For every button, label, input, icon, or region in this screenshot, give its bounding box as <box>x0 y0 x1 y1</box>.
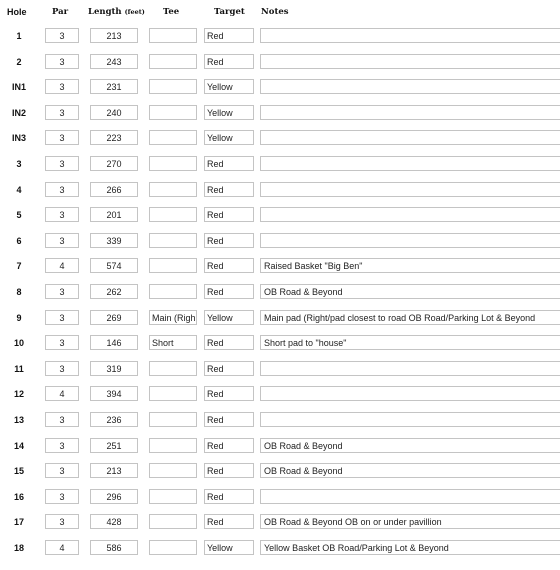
notes-field[interactable] <box>260 386 560 401</box>
target-field[interactable]: Yellow <box>204 310 254 325</box>
notes-field[interactable] <box>260 207 560 222</box>
table-row <box>0 54 560 80</box>
hole-label: 13 <box>13 415 24 425</box>
header-length-label: Length <box>88 7 122 17</box>
tee-field[interactable] <box>149 412 197 427</box>
notes-field[interactable] <box>260 105 560 120</box>
par-field[interactable]: 3 <box>45 489 79 504</box>
hole-label: 10 <box>13 338 24 349</box>
target-field[interactable]: Red <box>204 233 254 248</box>
notes-field[interactable]: Raised Basket "Big Ben" <box>260 258 560 273</box>
notes-field[interactable] <box>260 156 560 171</box>
table-row <box>0 258 560 284</box>
header-notes: Notes <box>261 7 289 17</box>
table-row <box>0 386 560 412</box>
notes-field[interactable] <box>260 489 560 504</box>
hole-label: 3 <box>16 159 22 169</box>
par-field[interactable]: 3 <box>45 207 79 222</box>
par-field[interactable]: 3 <box>45 335 79 350</box>
length-field[interactable]: 231 <box>90 79 138 94</box>
hole-label: 18 <box>13 543 24 553</box>
target-field[interactable]: Red <box>204 463 254 478</box>
par-field[interactable]: 3 <box>45 130 79 145</box>
hole-label: IN1 <box>11 82 26 93</box>
tee-field[interactable] <box>149 258 197 273</box>
hole-label: IN2 <box>11 107 26 118</box>
table-row <box>0 105 560 131</box>
table-row <box>0 310 560 336</box>
par-field[interactable]: 3 <box>45 156 79 171</box>
notes-field[interactable] <box>260 130 560 145</box>
par-field[interactable]: 3 <box>45 284 79 299</box>
par-field[interactable]: 3 <box>45 105 79 120</box>
notes-field[interactable] <box>260 233 560 248</box>
hole-label: 7 <box>16 261 22 272</box>
hole-label: 14 <box>13 440 24 451</box>
hole-label: 2 <box>16 56 22 67</box>
tee-field[interactable] <box>149 28 197 43</box>
target-field[interactable]: Red <box>204 386 254 401</box>
hole-label: 6 <box>16 235 22 246</box>
length-field[interactable]: 236 <box>90 412 138 427</box>
par-field[interactable]: 3 <box>45 28 79 43</box>
tee-field[interactable] <box>149 79 197 94</box>
tee-field[interactable]: Short <box>149 335 197 350</box>
notes-field[interactable]: OB Road & Beyond <box>260 463 560 478</box>
tee-field[interactable] <box>149 361 197 376</box>
target-field[interactable]: Red <box>204 514 254 529</box>
header-par: Par <box>52 7 69 17</box>
hole-label: 9 <box>16 312 22 323</box>
table-row <box>0 233 560 259</box>
target-field[interactable]: Red <box>204 207 254 222</box>
notes-field[interactable] <box>260 28 560 43</box>
notes-field[interactable]: OB Road & Beyond <box>260 438 560 453</box>
par-field[interactable]: 3 <box>45 412 79 427</box>
target-field[interactable]: Yellow <box>204 130 254 145</box>
target-field[interactable]: Red <box>204 412 254 427</box>
par-field[interactable]: 4 <box>45 258 79 273</box>
target-field[interactable]: Red <box>204 182 254 197</box>
tee-field[interactable] <box>149 514 197 529</box>
table-row <box>0 361 560 387</box>
table-row <box>0 207 560 233</box>
tee-field[interactable] <box>149 130 197 145</box>
table-row <box>0 28 560 54</box>
hole-label: 5 <box>16 210 22 221</box>
tee-field[interactable] <box>149 156 197 171</box>
tee-field[interactable] <box>149 489 197 504</box>
par-field[interactable]: 3 <box>45 438 79 453</box>
par-field[interactable]: 4 <box>45 386 79 401</box>
table-row <box>0 463 560 489</box>
table-row <box>0 335 560 361</box>
par-field[interactable]: 4 <box>45 540 79 555</box>
tee-field[interactable] <box>149 540 197 555</box>
table-row <box>0 412 560 438</box>
length-field[interactable]: 251 <box>90 438 138 453</box>
header-length-unit: (feet) <box>124 8 145 16</box>
notes-field[interactable]: Yellow Basket OB Road/Parking Lot & Beyond <box>260 540 560 555</box>
tee-field[interactable] <box>149 438 197 453</box>
target-field[interactable]: Yellow <box>204 540 254 555</box>
length-field[interactable]: 574 <box>90 258 138 273</box>
length-field[interactable]: 266 <box>90 182 138 197</box>
length-field[interactable]: 296 <box>90 489 138 504</box>
header-hole: Hole <box>7 7 27 17</box>
notes-field[interactable]: Main pad (Right/pad closest to road OB Road/Parking Lot & Beyond <box>260 310 560 325</box>
notes-field[interactable]: OB Road & Beyond OB on or under pavillion <box>260 514 560 529</box>
target-field[interactable]: Red <box>204 361 254 376</box>
length-field[interactable]: 394 <box>90 386 138 401</box>
hole-label: 17 <box>13 517 24 528</box>
table-row <box>0 489 560 515</box>
length-field[interactable]: 223 <box>90 130 138 145</box>
length-field[interactable]: 262 <box>90 284 138 299</box>
target-field[interactable]: Yellow <box>204 105 254 120</box>
header-tee: Tee <box>163 7 180 17</box>
target-field[interactable]: Red <box>204 28 254 43</box>
hole-label: 15 <box>13 466 24 477</box>
length-field[interactable]: 586 <box>90 540 138 555</box>
par-field[interactable]: 3 <box>45 463 79 478</box>
tee-field[interactable] <box>149 284 197 299</box>
par-field[interactable]: 3 <box>45 233 79 248</box>
length-field[interactable]: 146 <box>90 335 138 350</box>
hole-label: 16 <box>13 491 24 502</box>
target-field[interactable]: Red <box>204 54 254 69</box>
target-field[interactable]: Red <box>204 284 254 299</box>
length-field[interactable]: 213 <box>90 28 138 43</box>
notes-field[interactable]: Short pad to "house" <box>260 335 560 350</box>
notes-field[interactable] <box>260 412 560 427</box>
length-field[interactable]: 213 <box>90 463 138 478</box>
header-length <box>88 6 145 18</box>
hole-label: 8 <box>16 287 22 297</box>
table-row <box>0 284 560 310</box>
tee-field[interactable] <box>149 207 197 222</box>
header-target: Target <box>214 7 245 17</box>
notes-field[interactable] <box>260 54 560 69</box>
table-row <box>0 156 560 182</box>
target-field[interactable]: Red <box>204 258 254 273</box>
table-row <box>0 438 560 464</box>
target-field[interactable]: Red <box>204 335 254 350</box>
table-row <box>0 540 560 566</box>
par-field[interactable]: 3 <box>45 54 79 69</box>
par-field[interactable]: 3 <box>45 182 79 197</box>
target-field[interactable]: Red <box>204 156 254 171</box>
table-row <box>0 514 560 540</box>
target-field[interactable]: Red <box>204 438 254 453</box>
table-row <box>0 130 560 156</box>
hole-label: 1 <box>16 31 22 41</box>
par-field[interactable]: 3 <box>45 514 79 529</box>
tee-field[interactable] <box>149 54 197 69</box>
hole-label: 11 <box>14 363 24 374</box>
notes-field[interactable]: OB Road & Beyond <box>260 284 560 299</box>
tee-field[interactable] <box>149 463 197 478</box>
table-row <box>0 79 560 105</box>
par-field[interactable]: 3 <box>45 361 79 376</box>
tee-field[interactable] <box>149 182 197 197</box>
length-field[interactable]: 240 <box>90 105 138 120</box>
length-field[interactable]: 339 <box>90 233 138 248</box>
notes-field[interactable] <box>260 361 560 376</box>
tee-field[interactable] <box>149 233 197 248</box>
par-field[interactable]: 3 <box>45 310 79 325</box>
target-field[interactable]: Red <box>204 489 254 504</box>
par-field[interactable]: 3 <box>45 79 79 94</box>
length-field[interactable]: 428 <box>90 514 138 529</box>
length-field[interactable]: 201 <box>90 207 138 222</box>
target-field[interactable]: Yellow <box>204 79 254 94</box>
length-field[interactable]: 269 <box>90 310 138 325</box>
table-row <box>0 182 560 208</box>
notes-field[interactable] <box>260 79 560 94</box>
hole-label: IN3 <box>11 133 26 144</box>
tee-field[interactable] <box>149 105 197 120</box>
tee-field[interactable]: Main (Righ <box>149 310 197 325</box>
hole-label: 12 <box>13 389 24 400</box>
notes-field[interactable] <box>260 182 560 197</box>
hole-label: 4 <box>16 184 22 195</box>
length-field[interactable]: 243 <box>90 54 138 69</box>
length-field[interactable]: 319 <box>90 361 138 376</box>
tee-field[interactable] <box>149 386 197 401</box>
length-field[interactable]: 270 <box>90 156 138 171</box>
